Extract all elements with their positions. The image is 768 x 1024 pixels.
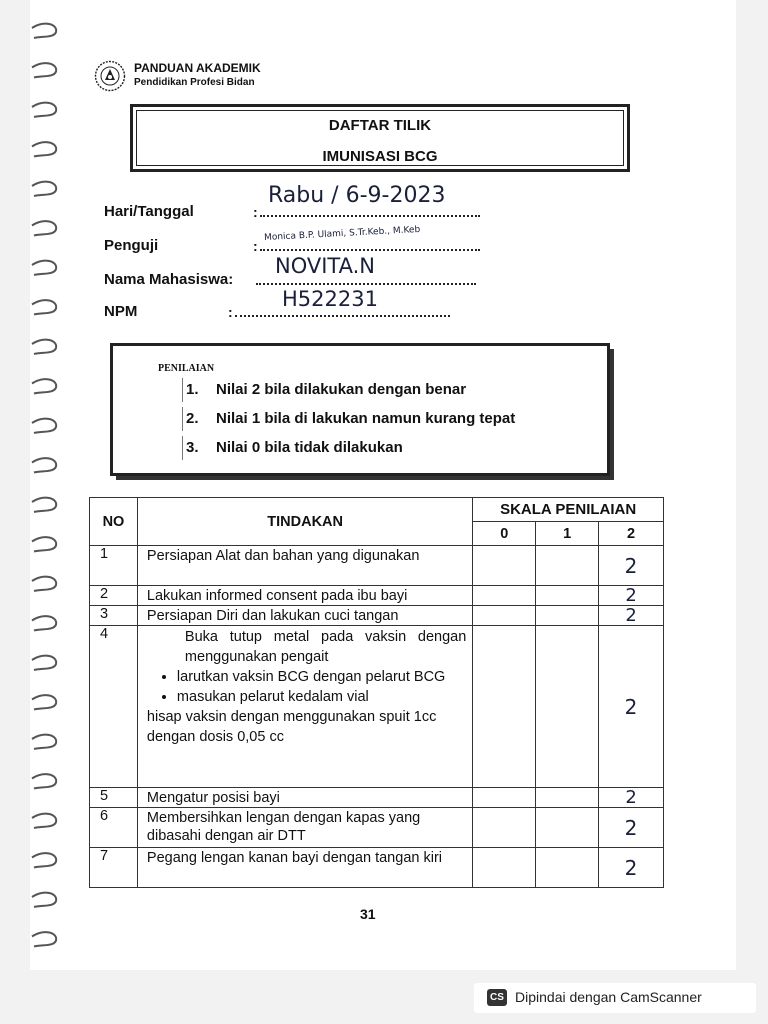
score-cell-1 bbox=[536, 626, 599, 788]
table-row bbox=[90, 606, 664, 626]
spiral-loop bbox=[32, 656, 56, 670]
scanner-watermark-text: Dipindai dengan CamScanner bbox=[515, 989, 702, 1005]
col-scale-header: SKALA PENILAIAN bbox=[473, 498, 664, 522]
scoring-rule bbox=[186, 439, 403, 456]
rule-number: 1. bbox=[186, 381, 199, 398]
camscanner-logo-icon: CS bbox=[487, 989, 507, 1006]
score-cell-0 bbox=[473, 586, 536, 606]
examiner-label: Penguji bbox=[104, 237, 159, 254]
rule-bar bbox=[182, 378, 183, 402]
scoring-box bbox=[110, 343, 610, 476]
col-scale-1: 1 bbox=[536, 522, 599, 546]
score-cell-1 bbox=[536, 788, 599, 808]
spiral-loop bbox=[32, 340, 56, 354]
row-number: 5 bbox=[90, 788, 138, 808]
npm-value: H522231 bbox=[282, 287, 378, 311]
row-number: 7 bbox=[90, 848, 138, 888]
day-date-label: Hari/Tanggal bbox=[104, 203, 194, 220]
npm-dots bbox=[235, 315, 450, 317]
spiral-loop bbox=[32, 379, 56, 393]
spiral-loop bbox=[32, 182, 56, 196]
score-cell-0 bbox=[473, 788, 536, 808]
rule-text: Nilai 1 bila di lakukan namun kurang tepat bbox=[216, 410, 516, 427]
scoring-rule bbox=[186, 381, 466, 398]
spiral-loop bbox=[32, 142, 56, 156]
table-header-row bbox=[90, 498, 664, 522]
spiral-loop bbox=[32, 814, 56, 828]
rule-bar bbox=[182, 436, 183, 460]
scoring-rule bbox=[186, 410, 515, 427]
spiral-loop bbox=[32, 221, 56, 235]
spiral-loop bbox=[32, 458, 56, 472]
score-cell-0 bbox=[473, 546, 536, 586]
day-date-colon: : bbox=[253, 204, 258, 220]
title-box bbox=[130, 104, 630, 172]
spiral-loop bbox=[32, 498, 56, 512]
col-no-header: NO bbox=[90, 498, 138, 546]
spiral-loop bbox=[32, 695, 56, 709]
rule-number: 3. bbox=[186, 439, 199, 456]
spiral-loop bbox=[32, 774, 56, 788]
score-cell-1 bbox=[536, 546, 599, 586]
spiral-loop bbox=[32, 616, 56, 630]
table-row bbox=[90, 788, 664, 808]
table-row bbox=[90, 808, 664, 848]
spiral-loop bbox=[32, 893, 56, 907]
spiral-loop bbox=[32, 261, 56, 275]
row-action bbox=[137, 626, 472, 788]
action-step: Buka tutup metal pada vaksin dengan menggunakan pengait bbox=[184, 629, 467, 665]
row-action: Lakukan informed consent pada ibu bayi bbox=[137, 586, 472, 606]
score-cell-1 bbox=[536, 848, 599, 888]
page-number: 31 bbox=[360, 906, 376, 922]
col-scale-2: 2 bbox=[599, 522, 664, 546]
row-action: Membersihkan lengan dengan kapas yang dibasahi dengan air DTT bbox=[137, 808, 472, 848]
table-row bbox=[90, 626, 664, 788]
score-cell-2: 2 bbox=[599, 606, 664, 626]
checklist-title: DAFTAR TILIK bbox=[328, 117, 432, 134]
score-cell-0 bbox=[473, 606, 536, 626]
row-number: 1 bbox=[90, 546, 138, 586]
action-bullets bbox=[147, 667, 466, 707]
scanner-watermark bbox=[474, 983, 756, 1013]
student-name-label: Nama Mahasiswa: bbox=[104, 271, 234, 288]
header-title: PANDUAN AKADEMIK bbox=[134, 61, 261, 75]
student-name-value: NOVITA.N bbox=[275, 254, 376, 278]
spiral-loop bbox=[32, 24, 56, 38]
row-number: 3 bbox=[90, 606, 138, 626]
spiral-loop bbox=[32, 932, 56, 946]
npm-colon: : bbox=[228, 304, 233, 320]
table-row bbox=[90, 848, 664, 888]
header-subtitle: Pendidikan Profesi Bidan bbox=[134, 77, 255, 88]
table-row bbox=[90, 546, 664, 586]
row-action: Pegang lengan kanan bayi dengan tangan kiri bbox=[137, 848, 472, 888]
student-name-dots bbox=[256, 283, 476, 285]
score-cell-2: 2 bbox=[599, 586, 664, 606]
row-action: Mengatur posisi bayi bbox=[137, 788, 472, 808]
action-step: hisap vaksin dengan menggunakan spuit 1cc dengan dosis 0,05 cc bbox=[146, 709, 437, 745]
examiner-dots bbox=[260, 249, 480, 251]
spiral-loop bbox=[32, 300, 56, 314]
score-cell-1 bbox=[536, 586, 599, 606]
spiral-loop bbox=[32, 577, 56, 591]
score-cell-2: 2 bbox=[599, 546, 664, 586]
score-cell-1 bbox=[536, 808, 599, 848]
col-action-header: TINDAKAN bbox=[137, 498, 472, 546]
spiral-loop bbox=[32, 537, 56, 551]
day-date-dots bbox=[260, 215, 480, 217]
examiner-value: Monica B.P. Ulami, S.Tr.Keb., M.Keb bbox=[263, 224, 421, 244]
action-bullet: • masukan pelarut kedalam vial bbox=[177, 687, 466, 707]
score-cell-1 bbox=[536, 606, 599, 626]
rule-bar bbox=[182, 407, 183, 431]
rule-number: 2. bbox=[186, 410, 199, 427]
spiral-loop bbox=[32, 103, 56, 117]
score-cell-2: 2 bbox=[599, 848, 664, 888]
checklist-table bbox=[89, 497, 664, 888]
action-bullet: • larutkan vaksin BCG dengan pelarut BCG bbox=[177, 667, 466, 687]
row-action: Persiapan Diri dan lakukan cuci tangan bbox=[137, 606, 472, 626]
score-cell-2: 2 bbox=[599, 626, 664, 788]
score-cell-2: 2 bbox=[599, 808, 664, 848]
scoring-title: PENILAIAN bbox=[158, 363, 215, 374]
day-date-value: Rabu / 6-9-2023 bbox=[268, 183, 446, 208]
spiral-loop bbox=[32, 735, 56, 749]
title-box-inner bbox=[136, 110, 624, 166]
row-number: 6 bbox=[90, 808, 138, 848]
examiner-colon: : bbox=[253, 238, 258, 254]
spiral-loop bbox=[32, 853, 56, 867]
npm-label: NPM bbox=[104, 303, 138, 320]
university-seal-icon bbox=[94, 60, 126, 92]
row-number: 4 bbox=[90, 626, 138, 788]
rule-text: Nilai 0 bila tidak dilakukan bbox=[216, 439, 403, 456]
col-scale-0: 0 bbox=[473, 522, 536, 546]
score-cell-0 bbox=[473, 848, 536, 888]
table-row bbox=[90, 586, 664, 606]
row-number: 2 bbox=[90, 586, 138, 606]
spiral-loop bbox=[32, 63, 56, 77]
rule-text: Nilai 2 bila dilakukan dengan benar bbox=[216, 381, 467, 398]
row-action: Persiapan Alat dan bahan yang digunakan bbox=[137, 546, 472, 586]
score-cell-0 bbox=[473, 626, 536, 788]
spiral-loop bbox=[32, 419, 56, 433]
spiral-binding bbox=[30, 0, 94, 970]
procedure-title: IMUNISASI BCG bbox=[322, 148, 438, 165]
score-cell-2: 2 bbox=[599, 788, 664, 808]
score-cell-0 bbox=[473, 808, 536, 848]
document-header bbox=[94, 58, 314, 94]
